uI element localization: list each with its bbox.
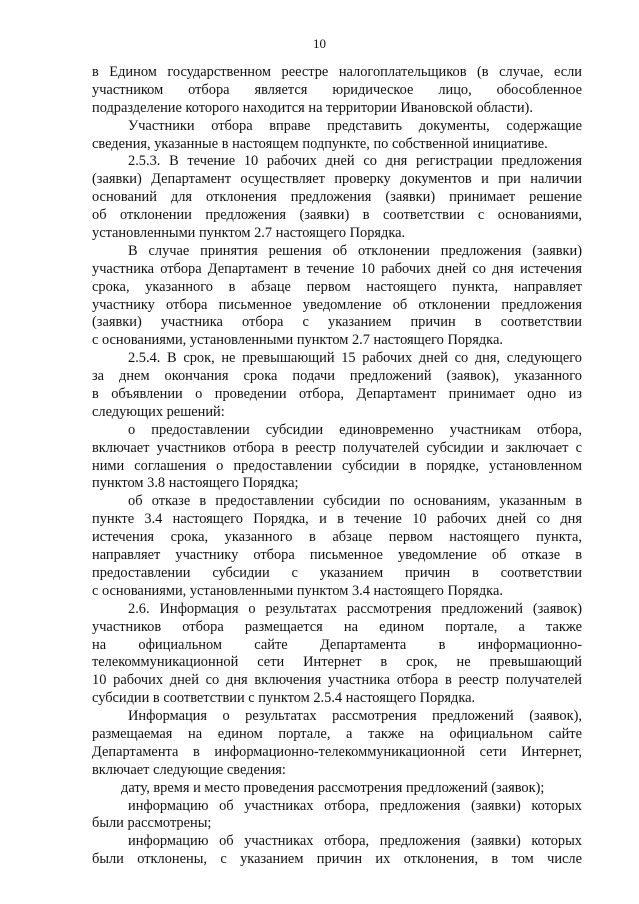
text-line: пункте 3.4 настоящего Порядка, и в течение 10 рабочих дней со дня [92, 511, 582, 528]
text-line: ними соглашения о предоставлении субсидии в порядке, установленном [92, 457, 582, 474]
text-line: срока, указанного в абзаце первом настоящего пункта, направляет [92, 278, 582, 295]
text-line: с основаниями, установленными пунктом 3.4 настоящего Порядка. [92, 582, 503, 599]
page-number: 10 [313, 36, 326, 51]
text-line: участнику отбора письменное уведомление об отклонении предложения [92, 296, 582, 313]
text-line: 2.5.4. В срок, не превышающий 15 рабочих дней со дня, следующего [128, 350, 582, 367]
text-line: в Едином государственном реестре налогоплательщиков (в случае, если [92, 64, 582, 80]
text-line: об отклонении предложения (заявки) в соответствии с основаниями, [92, 207, 582, 224]
text-line: на официальном сайте Департамента в информационно- [92, 636, 582, 653]
text-line: направляет участнику отбора письменное уведомление об отказе в [92, 547, 582, 564]
document-body [92, 64, 582, 869]
text-line: о предоставлении субсидии единовременно участникам отбора, [128, 421, 582, 438]
text-line: в объявлении о проведении отбора, Департамент принимает одно из [92, 386, 582, 403]
text-line: предоставлении субсидии с указанием причин в соответствии [92, 564, 582, 581]
text-line: Департамента в информационно-телекоммуникационной сети Интернет, [92, 743, 582, 760]
text-line: за днем окончания срока подачи предложений (заявок), указанного [92, 368, 582, 385]
text-line: дату, время и место проведения рассмотрения предложений (заявок); [121, 779, 545, 796]
text-line: (заявки) участника отбора с указанием причин в соответствии [92, 314, 582, 331]
text-line: с основаниями, установленными пунктом 2.7 настоящего Порядка. [92, 332, 503, 349]
text-line: размещаемая на едином портале, а также на официальном сайте [92, 725, 582, 742]
text-line: установленными пунктом 2.7 настоящего Порядка. [92, 225, 406, 242]
text-line: 2.5.3. В течение 10 рабочих дней со дня регистрации предложения [128, 153, 582, 170]
text-line: включает участников отбора в реестр получателей субсидии и заключает с [92, 439, 582, 456]
text-line: В случае принятия решения об отклонении предложения (заявки) [128, 242, 582, 259]
text-line: телекоммуникационной сети Интернет в срок, не превышающий [92, 654, 582, 671]
text-line: были отклонены, с указанием причин их отклонения, в том числе [92, 851, 582, 868]
text-line: участником отбора является юридическое лицо, обособленное [92, 81, 582, 98]
text-line: участника отбора Департамент в течение 10 рабочих дней со дня истечения [92, 260, 582, 277]
text-line: истечения срока, указанного в абзаце первом настоящего пункта, [92, 529, 582, 546]
text-line: пунктом 3.8 настоящего Порядка; [92, 475, 299, 492]
text-line: Участники отбора вправе представить документы, содержащие [128, 117, 582, 134]
text-line: информацию об участниках отбора, предложения (заявки) которых [128, 833, 582, 850]
text-line: оснований для отклонения предложения (заявки) принимает решение [92, 189, 582, 206]
text-line: информацию об участниках отбора, предложения (заявки) которых [128, 797, 582, 814]
text-line: следующих решений: [92, 403, 225, 420]
text-line: 10 рабочих дней со дня включения участника отбора в реестр получателей [92, 672, 582, 689]
text-line: участников отбора размещается на едином портале, а также [92, 618, 582, 635]
text-line: включает следующие сведения: [92, 761, 286, 778]
text-line: (заявки) Департамент осуществляет проверку документов и при наличии [92, 171, 582, 188]
text-line: 2.6. Информация о результатах рассмотрения предложений (заявок) [128, 600, 582, 617]
text-line: Информация о результатах рассмотрения предложений (заявок), [128, 708, 582, 725]
text-line: сведения, указанные в настоящем подпункте, по собственной инициативе. [92, 135, 548, 152]
text-line: субсидии в соответствии с пунктом 2.5.4 настоящего Порядка. [92, 690, 476, 707]
text-line: подразделение которого находится на территории Ивановской области). [92, 99, 533, 116]
text-line: были рассмотрены; [92, 815, 212, 832]
text-line: об отказе в предоставлении субсидии по основаниям, указанным в [128, 493, 582, 510]
